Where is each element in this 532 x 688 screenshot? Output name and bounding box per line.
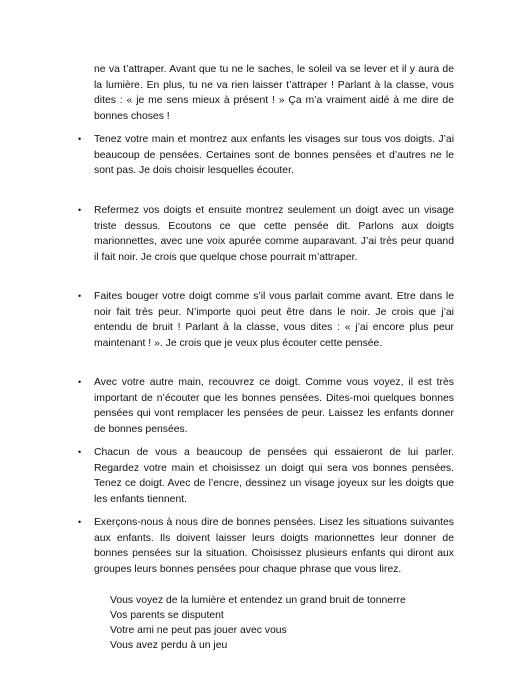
situation-item-4: Vous avez perdu à un jeu: [110, 640, 228, 651]
bullet-paragraph-2: Refermez vos doigts et ensuite montrez seulement un doigt avec un visage triste dessus. Ecoutons ce que cette pensée dit. Parlons aux doigts marionnettes, avec une voix apurée comme auparavant. J’ai très peur quand il fait noir. Je crois que quelque chose pourrait m’attraper.: [94, 205, 454, 263]
bullet-paragraph-1: Tenez votre main et montrez aux enfants les visages sur tous vos doigts. J’ai beaucoup de pensées. Certaines sont de bonnes pensées et d’autres ne le sont pas. Je dois choisir lesquelles écouter.: [94, 134, 454, 177]
situation-item-1: Vous voyez de la lumière et entendez un grand bruit de tonnerre: [110, 595, 406, 606]
situation-item-2: Vos parents se disputent: [110, 610, 224, 621]
situation-item-3: Votre ami ne peut pas jouer avec vous: [110, 625, 287, 636]
bullet-paragraph-4: Avec votre autre main, recouvrez ce doigt. Comme vous voyez, il est très important de n’écouter que les bonnes pensées. Dites-moi quelques bonnes pensées qui vont remplacer les pensées de peur. Laissez les enfants donner de bonnes pensées.: [94, 377, 454, 435]
bullet-marker: •: [78, 205, 82, 215]
bullet-paragraph-6: Exerçons-nous à nous dire de bonnes pensées. Lisez les situations suivantes aux enfants. Ils doivent laisser leurs doigts marionnettes leur donner de bonnes pensées sur la situation. Choisissez plusieurs enfants qui diront aux groupes leurs bonnes pensées pour chaque phrase que vous lirez.: [94, 517, 454, 575]
bullet-marker: •: [78, 517, 82, 527]
bullet-marker: •: [78, 447, 82, 457]
bullet-marker: •: [78, 377, 82, 387]
bullet-marker: •: [78, 134, 82, 144]
bullet-paragraph-3: Faites bouger votre doigt comme s’il vous parlait comme avant. Etre dans le noir fait très peur. N’importe quoi peut être dans le noir. Je crois que j’ai entendu de bruit ! Parlant à la classe, vous dites : « j’ai encore plus peur maintenant ! ». Je crois que je veux plus écouter cette pensée.: [94, 291, 454, 349]
bullet-marker: •: [78, 291, 82, 301]
intro-paragraph: ne va t’attraper. Avant que tu ne le saches, le soleil va se lever et il y aura de la lumière. En plus, tu ne va rien laisser t’attraper ! Parlant à la classe, vous dites : « je me sens mieux à présent ! » Ça m’a vraiment aidé à me dire de bonnes choses !: [94, 64, 454, 122]
bullet-paragraph-5: Chacun de vous a beaucoup de pensées qui essaieront de lui parler. Regardez votre main et choisissez un doigt qui sera vos bonnes pensées. Tenez ce doigt. Avec de l’encre, dessinez un visage joyeux sur les doigts que les enfants tiennent.: [94, 447, 454, 505]
